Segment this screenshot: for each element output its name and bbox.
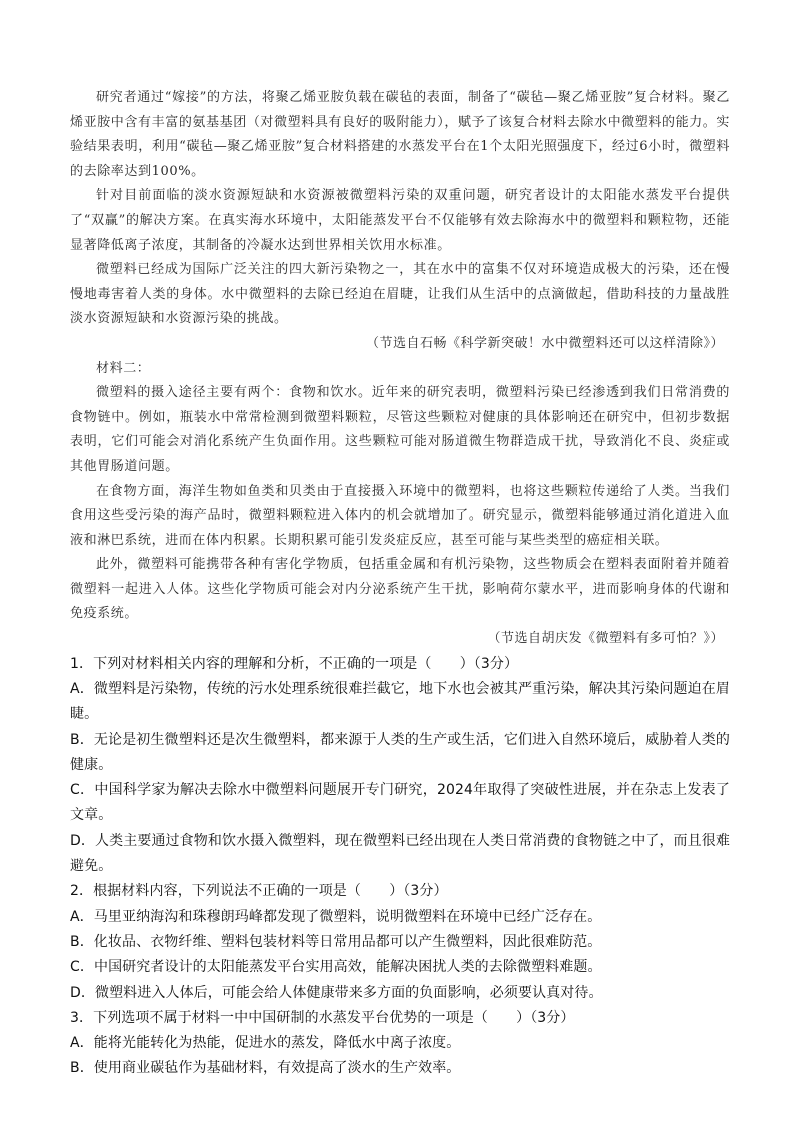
material-two-source: （节选自胡庆发《微塑料有多可怕？》） — [487, 631, 724, 647]
material-one-paragraph: 针对目前面临的淡水资源短缺和水资源被微塑料污染的双重问题，研究者设计的太阳能水蒸发平台提供了“双赢”的解决方案。在真实海水环境中，太阳能蒸发平台不仅能够有效去除海水中的微塑料和颗粒物，还能显著降低离子浓度，其制备的冷凝水达到世界相关饮用水标准。 — [70, 188, 730, 253]
option-b: B．化妆品、衣物纤维、塑料包装材料等日常用品都可以产生微塑料，因此很难防范。 — [70, 933, 602, 950]
option-b: B．使用商业碳毡作为基础材料，有效提高了淡水的生产效率。 — [70, 1060, 461, 1077]
option-d: D．微塑料进入人体后，可能会给人体健康带来多方面的负面影响，必须要认真对待。 — [70, 984, 603, 1001]
question-list — [70, 652, 730, 1082]
material-two-paragraph: 在食物方面，海洋生物如鱼类和贝类由于直接摄入环境中的微塑料，也将这些颗粒传递给了人类。当我们食用这些受污染的海产品时，微塑料颗粒进入体内的机会就增加了。研究显示，微塑料能够通过消化道进入血液和淋巴系统，进而在体内积累。长期积累可能引发炎症反应，甚至可能与某些类型的癌症相关联。 — [70, 483, 730, 548]
question-stem: 1．下列对材料相关内容的理解和分析，不正确的一项是（ ）（3分） — [70, 655, 519, 672]
option-a: A．马里亚纳海沟和珠穆朗玛峰都发现了微塑料，说明微塑料在环境中已经广泛存在。 — [70, 908, 602, 925]
material-two-paragraph: 微塑料的摄入途径主要有两个：食物和饮水。近年来的研究表明，微塑料污染已经渗透到我们日常消费的食物链中。例如，瓶装水中常常检测到微塑料颗粒，尽管这些颗粒对健康的具体影响还在研究中，但初步数据表明，它们可能会对消化系统产生负面作用。这些颗粒可能对肠道微生物群造成干扰，导致消化不良、炎症或其他胃肠道问题。 — [70, 385, 730, 474]
material-two-paragraph: 此外，微塑料可能携带各种有害化学物质，包括重金属和有机污染物，这些物质会在塑料表面附着并随着微塑料一起进入人体。这些化学物质可能会对内分泌系统产生干扰，影响荷尔蒙水平，进而影响身体的代谢和免疫系统。 — [70, 557, 730, 622]
option-d: D．人类主要通过食物和饮水摄入微塑料，现在微塑料已经出现在人类日常消费的食物链之中了，而且很难避免。 — [70, 832, 730, 875]
question-1 — [70, 652, 730, 880]
material-two — [70, 357, 730, 652]
material-two-label: 材料二： — [96, 360, 151, 376]
page-content — [70, 86, 730, 1082]
option-b: B．无论是初生微塑料还是次生微塑料，都来源于人类的生产或生活，它们进入自然环境后，威胁着人类的健康。 — [70, 731, 730, 773]
material-one-source: （节选自石畅《科学新突破！水中微塑料还可以这样清除》） — [365, 335, 724, 351]
option-c: C．中国科学家为解决去除水中微塑料问题展开专门研究，2024年取得了突破性进展，并在杂志上发表了文章。 — [70, 782, 730, 824]
material-one — [70, 86, 730, 357]
question-stem: 3．下列选项不属于材料一中中国研制的水蒸发平台优势的一项是（ ）（3分） — [70, 1009, 575, 1026]
option-a: A．微塑料是污染物，传统的污水处理系统很难拦截它，地下水也会被其严重污染，解决其污染问题迫在眉睫。 — [70, 680, 730, 723]
question-stem: 2．根据材料内容，下列说法不正确的一项是（ ）（3分） — [70, 883, 448, 900]
option-a: A．能将光能转化为热能，促进水的蒸发，降低水中离子浓度。 — [70, 1035, 461, 1052]
question-3 — [70, 1006, 730, 1082]
option-c: C．中国研究者设计的太阳能蒸发平台实用高效，能解决困扰人类的去除微塑料难题。 — [70, 959, 602, 976]
material-one-paragraph: 研究者通过“嫁接”的方法，将聚乙烯亚胺负载在碳毡的表面，制备了“碳毡—聚乙烯亚胺”复合材料。聚乙烯亚胺中含有丰富的氨基基团（对微塑料具有良好的吸附能力），赋予了该复合材料去除水中微塑料的能力。实验结果表明，利用“碳毡—聚乙烯亚胺”复合材料搭建的水蒸发平台在1个太阳光照强度下，经过6小时，微塑料的去除率达到100%。 — [70, 90, 730, 179]
question-2 — [70, 879, 730, 1005]
material-one-paragraph: 微塑料已经成为国际广泛关注的四大新污染物之一，其在水中的富集不仅对环境造成极大的污染，还在慢慢地毒害着人类的身体。水中微塑料的去除已经迫在眉睫，让我们从生活中的点滴做起，借助科技的力量战胜淡水资源短缺和水资源污染的挑战。 — [70, 262, 730, 327]
